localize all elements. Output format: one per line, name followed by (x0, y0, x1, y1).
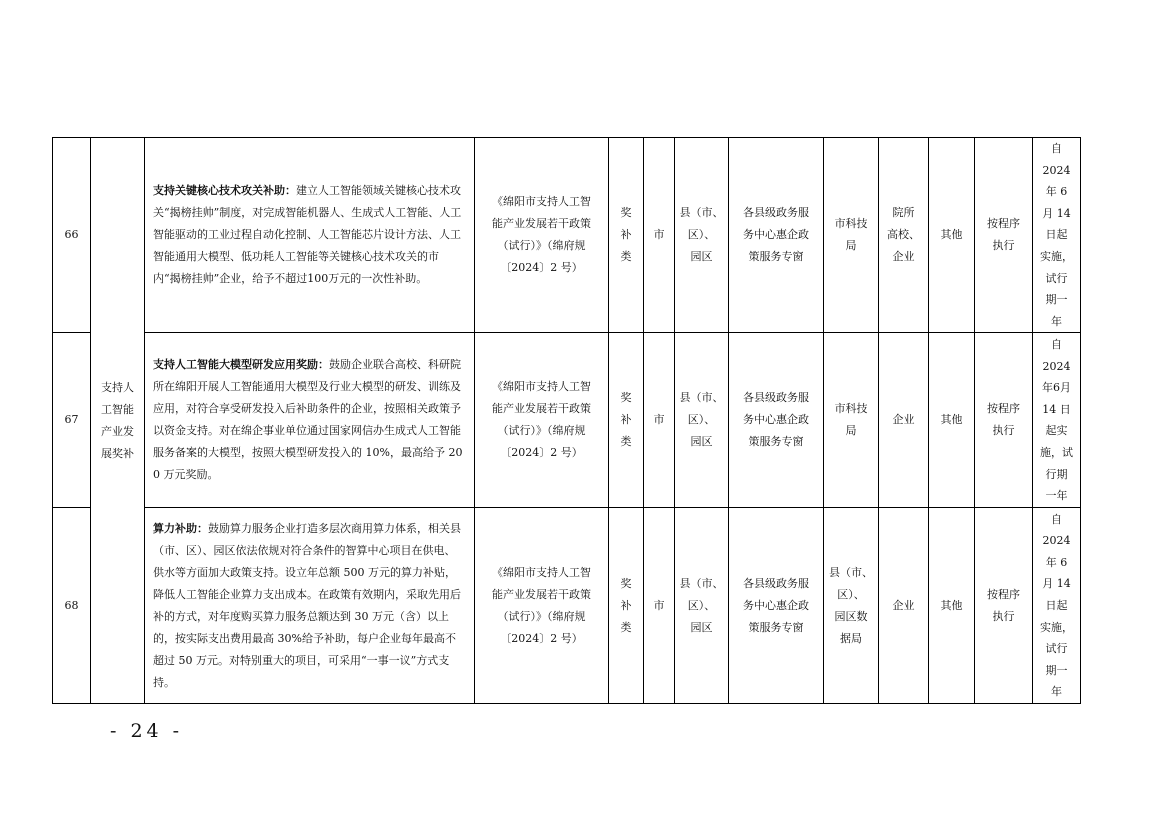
policy-basis: 《绵阳市支持人工智 能产业发展若干政策 （试行）》（绵府规 〔2024〕2 号） (475, 508, 609, 704)
row-number: 66 (53, 138, 91, 333)
policy-type: 奖 补 类 (609, 138, 644, 333)
policy-category: 支持人 工智能 产业发 展奖补 (91, 138, 145, 704)
handling-level: 县（市、 区）、 园区 (675, 333, 729, 508)
policy-basis: 《绵阳市支持人工智 能产业发展若干政策 （试行）》（绵府规 〔2024〕2 号） (475, 333, 609, 508)
process: 按程序 执行 (975, 333, 1033, 508)
delivery-mode: 其他 (929, 333, 975, 508)
validity-period: 自 2024 年 6 月 14 日起 实施， 试行 期一 年 (1033, 508, 1081, 704)
policy-level: 市 (644, 333, 675, 508)
policy-basis: 《绵阳市支持人工智 能产业发展若干政策 （试行）》（绵府规 〔2024〕2 号） (475, 138, 609, 333)
service-window: 各县级政务服 务中心惠企政 策服务专窗 (729, 508, 824, 704)
responsible-department: 市科技 局 (824, 333, 879, 508)
policy-content (145, 508, 475, 704)
handling-level: 县（市、 区）、 园区 (675, 138, 729, 333)
target-audience: 院所 高校、 企业 (879, 138, 929, 333)
policy-level: 市 (644, 508, 675, 704)
responsible-department: 县（市、 区）、 园区数 据局 (824, 508, 879, 704)
delivery-mode: 其他 (929, 508, 975, 704)
policy-content (145, 333, 475, 508)
row-number: 67 (53, 333, 91, 508)
policy-title: 支持人工智能大模型研发应用奖励： (153, 358, 329, 372)
handling-level: 县（市、 区）、 园区 (675, 508, 729, 704)
page-number: - 24 - (110, 720, 184, 742)
policy-table (52, 137, 1081, 704)
policy-description: 建立人工智能领域关键核心技术攻关“揭榜挂帅”制度，对完成智能机器人、生成式人工智能、人工智能驱动的工业过程自动化控制、人工智能芯片设计方法、人工智能通用大模型、低功耗人工智能等关键核心技术攻关的市内“揭榜挂帅”企业，给予不超过100万元的一次性补助。 (153, 184, 462, 286)
policy-type: 奖 补 类 (609, 508, 644, 704)
policy-description: 鼓励企业联合高校、科研院所在绵阳开展人工智能通用大模型及行业大模型的研发、训练及应用，对符合享受研发投入后补助条件的企业，按照相关政策予以资金支持。对在绵企事业单位通过国家网信办生成式人工智能服务备案的大模型，按照大模型研发投入的 10%，最高给予 200 万元奖励。 (153, 358, 463, 482)
table-row (53, 508, 1081, 704)
policy-type: 奖 补 类 (609, 333, 644, 508)
target-audience: 企业 (879, 333, 929, 508)
service-window: 各县级政务服 务中心惠企政 策服务专窗 (729, 138, 824, 333)
policy-title: 算力补助： (153, 521, 208, 535)
table-row (53, 333, 1081, 508)
validity-period: 自 2024 年6月 14 日 起实 施，试 行期 一年 (1033, 333, 1081, 508)
table-row (53, 138, 1081, 333)
service-window: 各县级政务服 务中心惠企政 策服务专窗 (729, 333, 824, 508)
responsible-department: 市科技 局 (824, 138, 879, 333)
target-audience: 企业 (879, 508, 929, 704)
validity-period: 自 2024 年 6 月 14 日起 实施， 试行 期一 年 (1033, 138, 1081, 333)
process: 按程序 执行 (975, 508, 1033, 704)
row-number: 68 (53, 508, 91, 704)
policy-description: 鼓励算力服务企业打造多层次商用算力体系，相关县（市、区）、园区依法依规对符合条件的智算中心项目在供电、供水等方面加大政策支持。设立年总额 500 万元的算力补贴，降低人工智能企业算力支出成本。在政策有效期内，采取先用后补的方式，对年度购买算力服务总额达到 30 万元（含）以上的，按实际支出费用最高 30%给予补助，每户企业每年最高不超过 50 万元。对特别重大的项目，可采用“一事一议”方式支持。 (153, 521, 461, 689)
process: 按程序 执行 (975, 138, 1033, 333)
delivery-mode: 其他 (929, 138, 975, 333)
policy-content (145, 138, 475, 333)
policy-title: 支持关键核心技术攻关补助： (153, 184, 296, 198)
policy-level: 市 (644, 138, 675, 333)
